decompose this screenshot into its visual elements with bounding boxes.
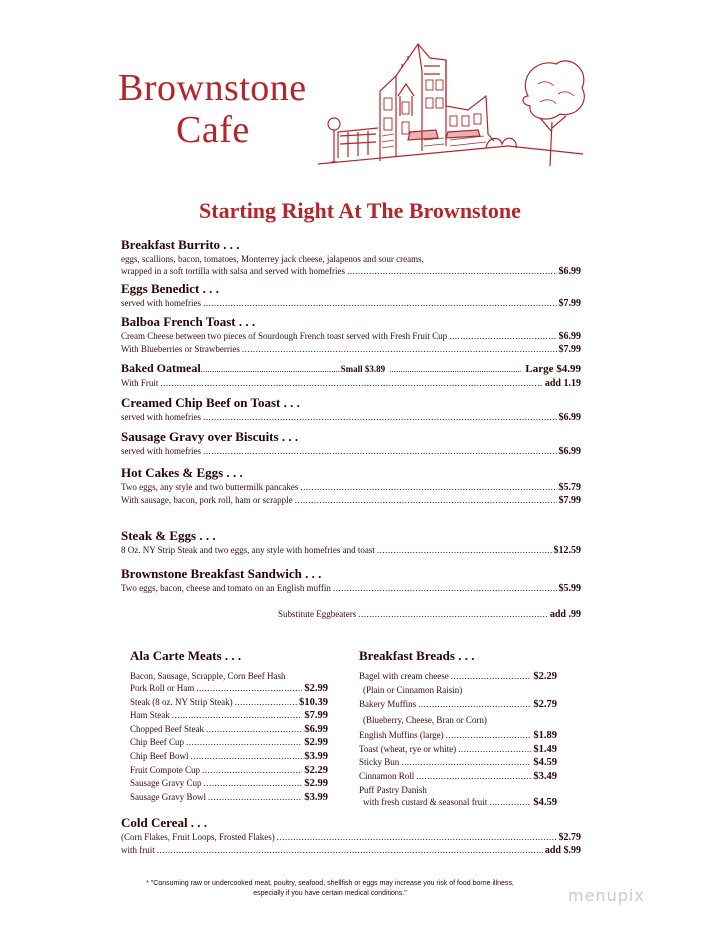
- meat-label: Sausage Gravy Cup: [130, 778, 202, 789]
- item-description: 8 Oz. NY Strip Steak and two eggs, any style with homefries and toast: [121, 545, 375, 555]
- disclaimer-line-2: especially if you have certain medical conditions.": [253, 890, 407, 897]
- item-price: $6.99: [558, 412, 581, 423]
- menu-item-balboa-french-toast: [121, 314, 581, 356]
- substitute-eggbeaters-line: [278, 608, 581, 621]
- substitute-price: add .99: [549, 609, 581, 620]
- bread-label: Toast (wheat, rye or white): [359, 743, 457, 754]
- bread-sub: (Blueberry, Cheese, Bran or Corn): [363, 715, 487, 726]
- brownstone-building-illustration: [318, 36, 588, 176]
- meat-price: $2.99: [304, 683, 328, 694]
- item-price-line: [121, 481, 581, 494]
- item-price-line: [121, 544, 581, 557]
- bread-label: Bakery Muffins: [359, 698, 417, 709]
- menu-item-steak-eggs: [121, 528, 581, 557]
- item-price-line: [121, 330, 581, 343]
- item-price-line: [121, 844, 581, 857]
- meat-label: Chip Beef Bowl: [130, 750, 189, 761]
- ala-carte-list: [130, 670, 328, 804]
- meat-label: Steak (8 oz. NY Strip Steak): [130, 696, 233, 707]
- breakfast-breads-title: Breakfast Breads . . .: [359, 648, 475, 663]
- item-description: With Blueberries or Strawberries: [121, 344, 240, 354]
- meat-price: $6.99: [304, 723, 328, 735]
- item-description: wrapped in a soft tortilla with salsa and served with homefries: [121, 266, 345, 276]
- menu-item-cold-cereal: [121, 815, 581, 857]
- meat-label: Chopped Beef Steak: [130, 723, 204, 734]
- item-description: With Fruit: [121, 378, 159, 388]
- menu-item-baked-oatmeal: [121, 361, 581, 390]
- item-description: eggs, scallions, bacon, tomatoes, Monterrey jack cheese, jalapenos and sour creams,: [121, 254, 424, 264]
- item-name: Eggs Benedict . . .: [121, 281, 219, 296]
- bread-label: English Muffins (large): [359, 730, 444, 741]
- item-price-line: [121, 494, 581, 507]
- menu-item-eggs-benedict: [121, 281, 581, 310]
- menu-headline: Starting Right At The Brownstone: [199, 198, 521, 223]
- bread-price: $4.59: [533, 757, 557, 769]
- meat-price: $2.29: [304, 764, 328, 776]
- item-name: Hot Cakes & Eggs . . .: [121, 465, 243, 480]
- item-price-line: [121, 445, 581, 458]
- bread-price: $2.79: [533, 698, 557, 710]
- brand-line-2: Cafe: [176, 109, 250, 151]
- meat-label: Pork Roll or Ham: [130, 683, 195, 693]
- bread-price: $3.49: [533, 770, 557, 782]
- bread-price: $2.29: [533, 671, 557, 682]
- ala-carte-intro: Bacon, Sausage, Scrapple, Corn Beef Hash: [130, 671, 286, 681]
- item-name: Steak & Eggs . . .: [121, 528, 216, 543]
- brand-line-1: Brownstone: [118, 67, 307, 109]
- bread-label: Sticky Bun: [359, 757, 400, 768]
- item-price: add 1.19: [544, 378, 581, 389]
- item-price-line: [121, 377, 581, 390]
- meat-price: $2.99: [304, 778, 328, 790]
- item-price-line: [121, 343, 581, 356]
- menu-item-breakfast-sandwich: [121, 566, 581, 595]
- meat-label: Fruit Compote Cup: [130, 764, 201, 775]
- puff-pastry-title: Puff Pastry Danish: [359, 784, 427, 795]
- menu-item-breakfast-burrito: [121, 237, 581, 278]
- meat-price: $2.99: [304, 737, 328, 749]
- menupix-watermark: menupix: [568, 886, 645, 905]
- item-description: Cream Cheese between two pieces of Sourdough French toast served with Fresh Fruit Cup: [121, 331, 448, 341]
- meat-price: $10.39: [299, 696, 328, 708]
- item-price: $5.79: [558, 482, 581, 493]
- item-name: Baked Oatmeal: [121, 361, 201, 375]
- item-price-line: [121, 297, 581, 310]
- item-price-line: [121, 411, 581, 424]
- item-name: Cold Cereal . . .: [121, 815, 208, 830]
- item-price-line: [121, 831, 581, 844]
- bread-price: $1.49: [533, 743, 557, 755]
- meat-price: $3.99: [304, 750, 328, 762]
- oatmeal-small-price: Small $3.89: [340, 364, 386, 374]
- item-description: served with homefries: [121, 298, 201, 308]
- item-description: (Corn Flakes, Fruit Loops, Frosted Flakes): [121, 832, 275, 842]
- meat-label: Sausage Gravy Bowl: [130, 791, 206, 802]
- item-description: With sausage, bacon, pork roll, ham or scrapple: [121, 495, 293, 505]
- item-price: $5.99: [558, 583, 581, 594]
- item-price: $7.99: [558, 298, 581, 309]
- item-price: $7.99: [558, 495, 581, 506]
- oatmeal-size-line: [121, 361, 581, 377]
- item-price: $2.79: [558, 832, 581, 843]
- item-description: Two eggs, any style and two buttermilk pancakes: [121, 482, 299, 492]
- item-price: $6.99: [558, 331, 581, 342]
- item-price: $12.59: [553, 545, 581, 556]
- item-name: Sausage Gravy over Biscuits . . .: [121, 429, 299, 444]
- substitute-label: Substitute Eggbeaters: [278, 609, 357, 619]
- bread-label: Cinnamon Roll: [359, 770, 415, 781]
- item-description: served with homefries: [121, 446, 201, 456]
- item-name: Balboa French Toast . . .: [121, 314, 256, 329]
- meat-label: Ham Steak: [130, 710, 170, 721]
- item-price: add $.99: [544, 845, 581, 856]
- breakfast-breads-list: [359, 670, 557, 809]
- menu-item-creamed-chip-beef: [121, 395, 581, 424]
- bread-label: with fresh custard & seasonal fruit: [363, 796, 488, 807]
- item-name: Creamed Chip Beef on Toast . . .: [121, 395, 300, 410]
- item-name: Brownstone Breakfast Sandwich . . .: [121, 566, 322, 581]
- disclaimer-line-1: * "Consuming raw or undercooked meat, poultry, seafood, shellfish or eggs may increase you risk of food borne illness,: [146, 880, 514, 887]
- item-description: Two eggs, bacon, cheese and tomato on an English muffin: [121, 583, 331, 593]
- item-description: served with homefries: [121, 412, 201, 422]
- meat-label: Chip Beef Cup: [130, 737, 184, 748]
- item-price: $6.99: [558, 446, 581, 457]
- meat-price: $7.99: [304, 710, 328, 722]
- bread-price: $4.59: [533, 796, 557, 808]
- bread-price: $1.89: [533, 730, 557, 742]
- menu-item-hot-cakes-eggs: [121, 465, 581, 507]
- menu-item-sausage-gravy-biscuits: [121, 429, 581, 458]
- ala-carte-title: Ala Carte Meats . . .: [130, 648, 242, 663]
- bread-sub: (Plain or Cinnamon Raisin): [363, 684, 463, 695]
- item-price: $7.99: [558, 344, 581, 355]
- item-price: $6.99: [558, 266, 581, 277]
- item-price-line: [121, 582, 581, 595]
- item-description: with fruit: [121, 845, 155, 855]
- food-safety-disclaimer: [0, 879, 660, 899]
- oatmeal-large-price: Large $4.99: [525, 363, 581, 375]
- item-price-line: [121, 265, 581, 278]
- item-name: Breakfast Burrito . . .: [121, 237, 240, 252]
- bread-label: Bagel with cream cheese: [359, 671, 449, 681]
- meat-price: $3.99: [304, 791, 328, 803]
